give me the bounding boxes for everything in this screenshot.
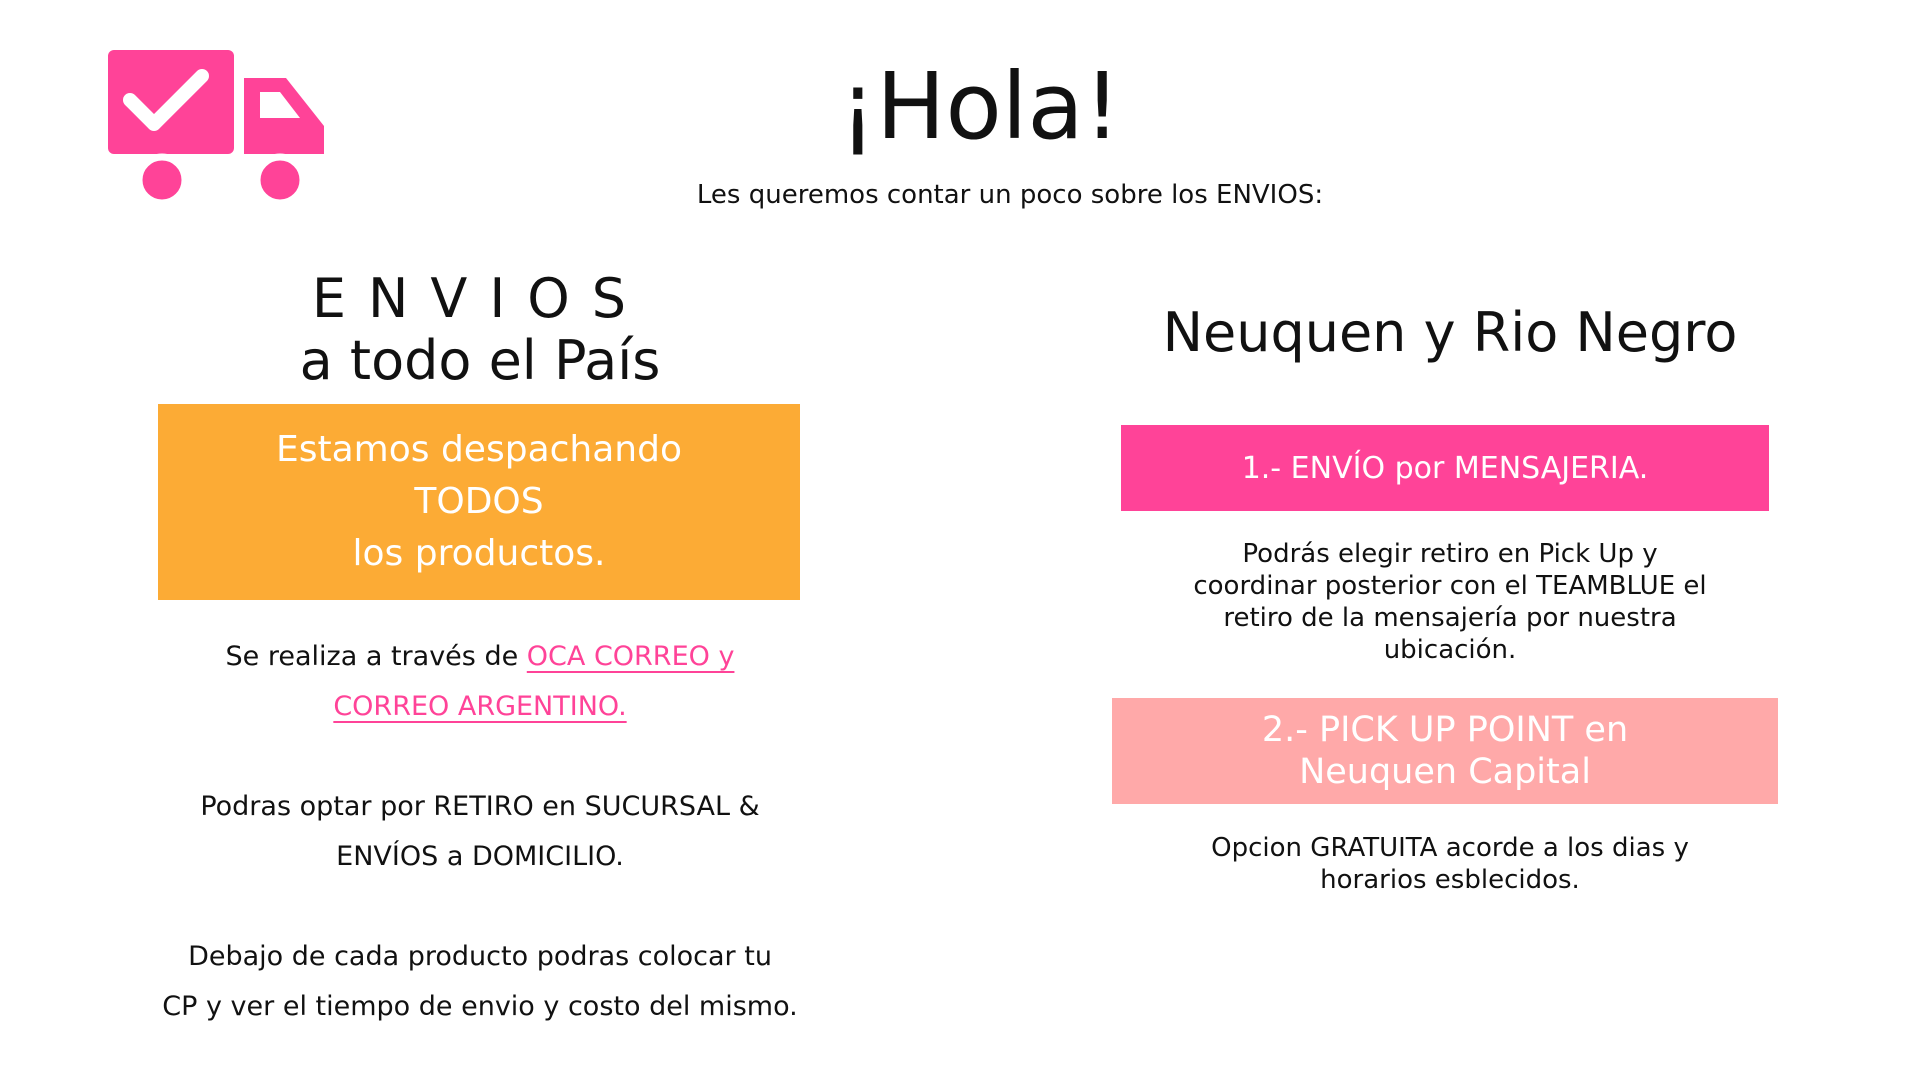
postal-code-line1: Debajo de cada producto podras colocar tu	[188, 941, 772, 972]
dispatch-banner	[158, 404, 800, 600]
carrier-link-oca[interactable]: OCA CORREO y	[526, 641, 735, 672]
dispatch-banner-line3: los productos.	[352, 533, 606, 574]
carriers-paragraph	[140, 632, 820, 732]
pickup-point-description-line2: horarios esblecidos.	[1320, 865, 1580, 895]
courier-description	[1140, 538, 1760, 666]
carrier-link-correo-argentino[interactable]: CORREO ARGENTINO.	[333, 691, 627, 722]
right-title-region: Neuquen y Rio Negro	[1162, 301, 1738, 364]
pickup-point-description-line1: Opcion GRATUITA acorde a los dias y	[1211, 833, 1689, 863]
carriers-prefix: Se realiza a través de	[225, 641, 527, 672]
pickup-options-paragraph	[140, 782, 820, 882]
courier-description-line2: coordinar posterior con el TEAMBLUE el	[1193, 571, 1707, 601]
subtitle: Les queremos contar un poco sobre los ENVIOS:	[696, 180, 1324, 210]
pickup-point-line2: Neuquen Capital	[1299, 752, 1591, 792]
left-title-country: a todo el País	[299, 329, 661, 392]
courier-option-banner: 1.- ENVÍO por MENSAJERIA.	[1121, 425, 1769, 511]
pickup-options-line2: ENVÍOS a DOMICILIO.	[336, 841, 624, 872]
pickup-options-line1: Podras optar por RETIRO en SUCURSAL &	[200, 791, 760, 822]
pickup-point-banner	[1112, 698, 1778, 804]
courier-description-line3: retiro de la mensajería por nuestra	[1223, 603, 1677, 633]
postal-code-paragraph	[140, 932, 820, 1032]
left-title-envios: ENVIOS	[311, 267, 649, 330]
pickup-point-line1: 2.- PICK UP POINT en	[1261, 710, 1629, 750]
dispatch-banner-line1: Estamos despachando	[275, 429, 682, 470]
courier-description-line1: Podrás elegir retiro en Pick Up y	[1242, 539, 1658, 569]
pickup-point-description	[1140, 832, 1760, 896]
greeting-title: ¡Hola!	[839, 53, 1121, 160]
postal-code-line2: CP y ver el tiempo de envio y costo del mismo.	[162, 991, 798, 1022]
dispatch-banner-line2: TODOS	[414, 481, 544, 522]
courier-description-line4: ubicación.	[1383, 635, 1517, 665]
truck-check-icon	[108, 48, 326, 206]
